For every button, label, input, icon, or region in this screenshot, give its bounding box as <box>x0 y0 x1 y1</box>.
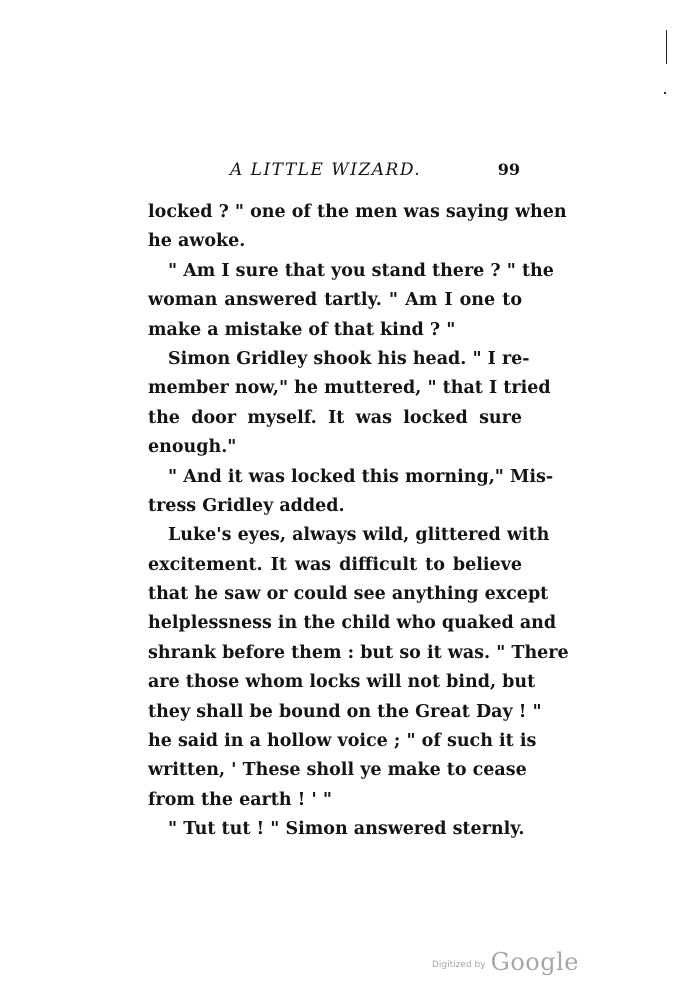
text-line: excitement. It was difficult to believe <box>148 554 522 575</box>
text-line: Luke's eyes, always wild, glittered with <box>168 525 550 546</box>
text-line: shrank before them : but so it was. " There <box>148 642 569 663</box>
text-line: " Tut tut ! " Simon answered sternly. <box>168 819 525 840</box>
text-line: " Am I sure that you stand there ? " the <box>168 260 554 281</box>
text-line: Simon Gridley shook his head. " I re- <box>168 348 530 369</box>
watermark-brand: Google <box>490 948 579 976</box>
text-line: from the earth ! ' " <box>148 789 332 810</box>
text-line: " And it was locked this morning," Mis- <box>168 466 554 487</box>
text-line: woman answered tartly. " Am I one to <box>148 290 522 311</box>
text-line: he said in a hollow voice ; " of such it is <box>148 731 537 752</box>
text-line: member now," he muttered, " that I tried <box>148 378 551 399</box>
running-title: A LITTLE WIZARD. <box>230 160 422 180</box>
body-text <box>148 198 569 845</box>
digitized-by-google-watermark <box>432 948 579 976</box>
page-header <box>148 160 520 184</box>
text-line: locked ? " one of the men was saying when <box>148 202 567 222</box>
text-line: tress Gridley added. <box>148 495 345 516</box>
text-line: that he saw or could see anything except <box>148 584 549 605</box>
text-line: he awoke. <box>148 231 246 252</box>
text-line: enough." <box>148 437 237 458</box>
text-line: make a mistake of that kind ? " <box>148 319 456 340</box>
text-line: the door myself. It was locked sure <box>148 407 522 428</box>
watermark-prefix: Digitized by <box>432 960 486 970</box>
text-line: they shall be bound on the Great Day ! " <box>148 701 542 722</box>
text-line: are those whom locks will not bind, but <box>148 672 536 693</box>
page-number: 99 <box>497 160 520 179</box>
scan-edge-mark <box>664 92 666 94</box>
text-line: helplessness in the child who quaked and <box>148 613 557 634</box>
text-line: written, ' These sholl ye make to cease <box>148 760 527 781</box>
scan-edge-mark <box>666 30 667 64</box>
